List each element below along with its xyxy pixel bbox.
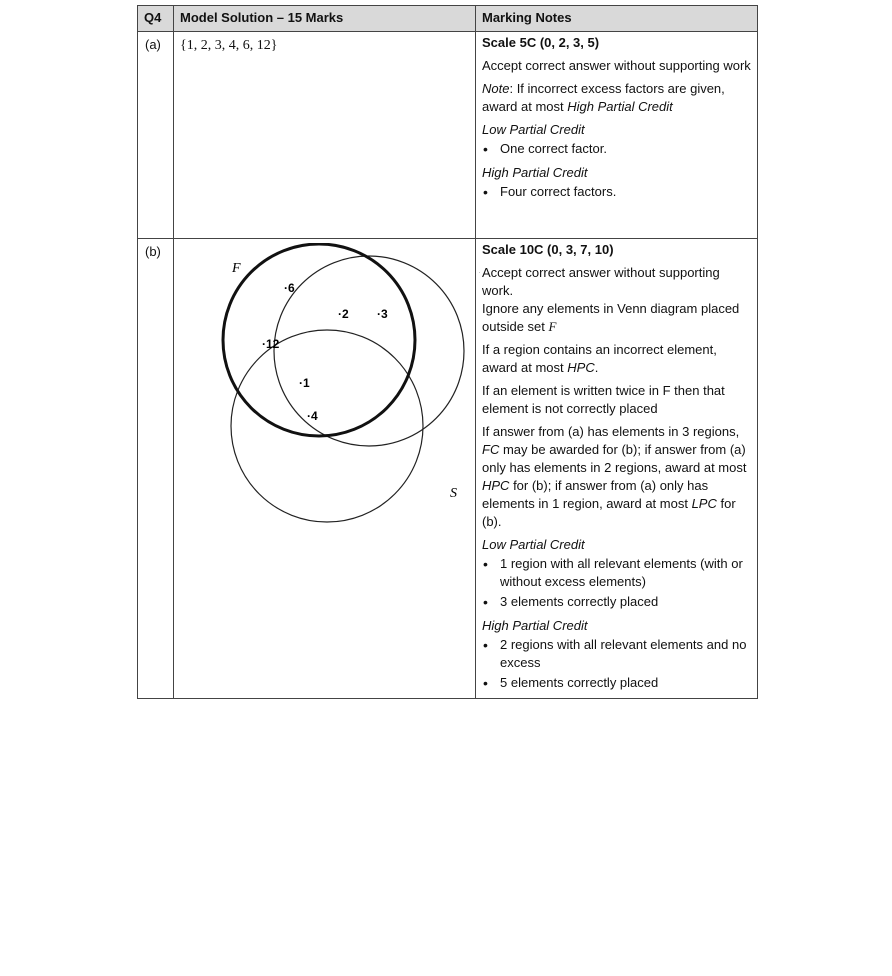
list-item: • 2 regions with all relevant elements and no excess bbox=[482, 636, 751, 672]
part-b-twice: If an element is written twice in F then that element is not correctly placed bbox=[482, 383, 725, 416]
part-b-hpc-heading: High Partial Credit bbox=[482, 618, 588, 633]
part-b-notes bbox=[476, 239, 758, 699]
part-b-scale: Scale 10C (0, 3, 7, 10) bbox=[482, 242, 614, 257]
part-b-ignore-set: F bbox=[548, 319, 557, 334]
list-item: • One correct factor. bbox=[482, 140, 751, 158]
part-a-scale: Scale 5C (0, 2, 3, 5) bbox=[482, 35, 600, 50]
part-b-region bbox=[482, 341, 751, 377]
part-a-lpc-list bbox=[482, 140, 751, 158]
element-12: ·12 bbox=[262, 337, 280, 351]
list-item: • 3 elements correctly placed bbox=[482, 593, 751, 611]
part-a-accept: Accept correct answer without supporting work bbox=[482, 58, 751, 73]
header-row bbox=[138, 6, 758, 32]
part-b-ignore-text: Ignore any elements in Venn diagram placed outside set bbox=[482, 301, 740, 334]
element-1: ·1 bbox=[299, 376, 310, 390]
part-b-fc-3: for (b); if answer from (a) only has elements in 1 region, award at most bbox=[482, 478, 709, 511]
set-s-circle bbox=[231, 330, 423, 522]
part-a-note-emph: High Partial Credit bbox=[567, 99, 673, 114]
part-b-lpc-list bbox=[482, 555, 751, 611]
part-b-fc-emph3: LPC bbox=[691, 496, 717, 511]
row-part-a bbox=[138, 32, 758, 239]
set-p-label bbox=[478, 262, 480, 277]
part-b-solution bbox=[174, 239, 476, 699]
element-2: ·2 bbox=[338, 307, 349, 321]
part-a-notes bbox=[476, 32, 758, 239]
header-notes: Marking Notes bbox=[476, 6, 758, 32]
set-s-label: S bbox=[450, 486, 457, 501]
row-part-b bbox=[138, 239, 758, 699]
part-a-hpc-heading: High Partial Credit bbox=[482, 165, 588, 180]
part-b-fc-emph2: HPC bbox=[482, 478, 510, 493]
element-4: ·4 bbox=[307, 409, 318, 423]
list-item: • Four correct factors. bbox=[482, 183, 751, 201]
part-a-note-prefix: Note bbox=[482, 81, 510, 96]
part-b-fc-2: may be awarded for (b); if answer from (a) only has elements in 2 regions, award at most bbox=[482, 442, 747, 475]
part-a-note bbox=[482, 80, 751, 116]
part-b-label: (b) bbox=[138, 239, 174, 699]
part-a-label: (a) bbox=[138, 32, 174, 239]
part-b-lpc-heading: Low Partial Credit bbox=[482, 537, 585, 552]
part-b-fc-1: If answer from (a) has elements in 3 regions, bbox=[482, 424, 740, 439]
element-6: ·6 bbox=[284, 281, 295, 295]
part-a-note-text: : If incorrect excess factors are given, award at most bbox=[482, 81, 725, 114]
header-solution: Model Solution – 15 Marks bbox=[174, 6, 476, 32]
part-b-region-end: . bbox=[594, 360, 599, 375]
part-b-hpc-list bbox=[482, 636, 751, 692]
set-f-circle bbox=[223, 244, 415, 436]
part-b-accept: Accept correct answer without supporting work. bbox=[482, 265, 720, 298]
part-a-hpc-list bbox=[482, 183, 751, 201]
part-b-region-emph: HPC bbox=[567, 360, 595, 375]
part-b-ignore bbox=[482, 300, 751, 336]
part-b-fc-4: for (b). bbox=[482, 496, 736, 529]
part-a-answer: {1, 2, 3, 4, 6, 12} bbox=[180, 38, 278, 53]
part-a-solution bbox=[174, 32, 476, 239]
list-item: • 1 region with all relevant elements (with or without excess elements) bbox=[482, 555, 751, 591]
venn-svg bbox=[180, 243, 480, 543]
set-p-circle bbox=[274, 256, 464, 446]
part-a-lpc-heading: Low Partial Credit bbox=[482, 122, 585, 137]
venn-diagram bbox=[180, 243, 480, 543]
element-3: ·3 bbox=[377, 307, 388, 321]
part-b-fc bbox=[482, 423, 751, 531]
list-item: • 5 elements correctly placed bbox=[482, 674, 751, 692]
part-b-region-text: If a region contains an incorrect element, award at most bbox=[482, 342, 717, 375]
part-b-fc-emph: FC bbox=[482, 442, 500, 457]
set-f-label: F bbox=[232, 261, 241, 276]
marking-scheme-table bbox=[137, 5, 758, 699]
header-q: Q4 bbox=[138, 6, 174, 32]
